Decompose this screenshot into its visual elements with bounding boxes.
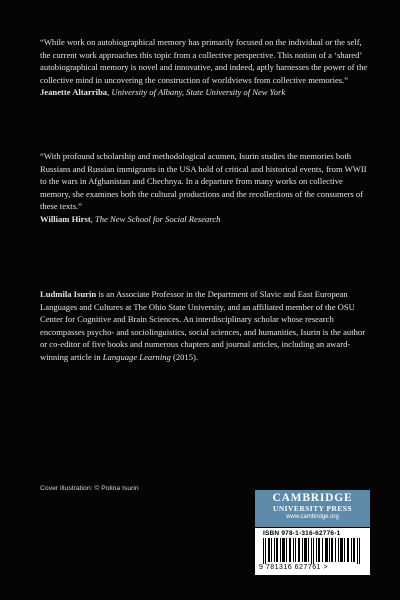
publisher-block (255, 490, 370, 575)
quote-author: Jeanette Altarriba (40, 87, 108, 98)
quote-affiliation: The New School for Social Research (94, 213, 221, 224)
quote-text: “While work on autobiographical memory has primarily focused on the individual or the self, the current work approaches this topic from a collective perspective. This notion of a ‘shared’ autobiographical memory is novel and innovative, and indeed, aptly harnesses the power of the collective mind in uncovering the construction of worldviews from collective memories.” (40, 37, 368, 85)
quote-attribution: William Hirst, The New School for Social Research (40, 213, 221, 224)
bio-text-end: (2015). (170, 351, 199, 362)
publisher-logo (255, 490, 370, 527)
cover-illustration-credit: Cover illustration: © Polina Isurin (40, 485, 139, 492)
bio-text: is an Associate Professor in the Department of Slavic and East European Languages and Cultures at The Ohio State University, and an affiliated member of the OSU Center for Cognitive and Brain Sciences. An interdisciplinary scholar whose research encompasses psycho- and sociolinguistics, social sciences, and humanities, Isurin is the author or co-editor of five books and numerous chapters and journal articles, including an award-winning article in (40, 289, 366, 362)
barcode-panel (255, 528, 370, 575)
isbn-label: ISBN 978-1-316-62776-1 (263, 530, 341, 537)
quote-hirst (40, 150, 370, 226)
quote-text: “With profound scholarship and methodological acumen, Isurin studies the memories both Russians and Russian immigrants in the USA hold of critical and historical events, from WWII to the wars in Afghanistan and Chechnya. In a departure from many works on collective memory, she examines both the cultural productions and the recollections of the consumers of these texts.” (40, 151, 367, 212)
author-bio (40, 288, 370, 364)
publisher-press: UNIVERSITY PRESS (273, 504, 352, 513)
publisher-name: CAMBRIDGE (272, 492, 353, 504)
bio-author-name: Ludmila Isurin (40, 289, 97, 299)
bio-journal-title: Language Learning (102, 351, 171, 362)
quote-attribution: Jeanette Altarriba, University of Albany, State University of New York (40, 87, 286, 98)
bio-paragraph (40, 288, 370, 364)
barcode-digits: 9 781316 627761 > (259, 564, 329, 571)
quote-altarriba (40, 36, 370, 99)
quote-affiliation: University of Albany, State University of New York (111, 87, 286, 98)
quote-author: William Hirst (40, 213, 91, 224)
publisher-url: www.cambridge.org (286, 514, 339, 520)
barcode-icon (263, 538, 362, 564)
